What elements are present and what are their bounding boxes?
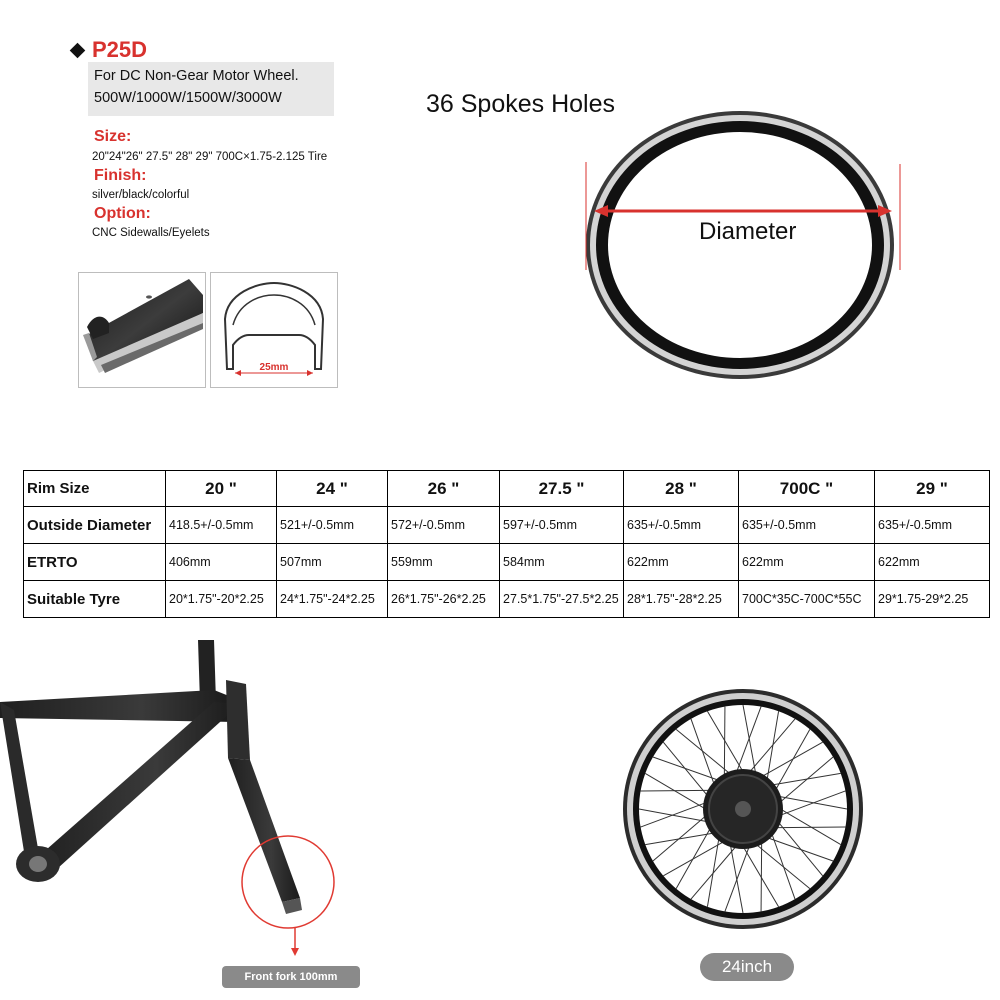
diamond-bullet-icon (70, 42, 86, 58)
cross-section-icon (211, 273, 337, 387)
finish-label: Finish: (94, 167, 147, 184)
table-cell: 597+/-0.5mm (500, 507, 624, 544)
table-cell: 29*1.75-29*2.25 (875, 581, 990, 618)
table-cell: 521+/-0.5mm (277, 507, 388, 544)
table-row-header: ETRTO (24, 544, 166, 581)
finish-value: silver/black/colorful (92, 189, 190, 201)
table-cell: 622mm (624, 544, 739, 581)
table-cell: 24*1.75"-24*2.25 (277, 581, 388, 618)
table-row (24, 581, 990, 618)
rim-size-table (23, 470, 990, 618)
table-column-header: 20 " (166, 471, 277, 507)
fork-caption: Front fork 100mm (222, 966, 360, 988)
table-cell: 635+/-0.5mm (624, 507, 739, 544)
table-cell: 406mm (166, 544, 277, 581)
table-row-header: Rim Size (24, 471, 166, 507)
table-cell: 559mm (388, 544, 500, 581)
table-cell: 507mm (277, 544, 388, 581)
size-label: Size: (94, 128, 132, 145)
description-line-1: For DC Non-Gear Motor Wheel. (94, 68, 299, 84)
table-cell: 26*1.75"-26*2.25 (388, 581, 500, 618)
table-cell: 418.5+/-0.5mm (166, 507, 277, 544)
table-cell: 572+/-0.5mm (388, 507, 500, 544)
table-column-header: 24 " (277, 471, 388, 507)
table-cell: 700C*35C-700C*55C (739, 581, 875, 618)
model-name: P25D (92, 37, 148, 62)
table-row-header: Suitable Tyre (24, 581, 166, 618)
table-cell: 584mm (500, 544, 624, 581)
table-cell: 635+/-0.5mm (875, 507, 990, 544)
spokes-holes-label: 36 Spokes Holes (426, 90, 616, 118)
wheel-caption: 24inch (700, 953, 794, 981)
table-column-header: 700C " (739, 471, 875, 507)
table-cell: 622mm (739, 544, 875, 581)
table-row (24, 544, 990, 581)
table-cell: 28*1.75"-28*2.25 (624, 581, 739, 618)
description-line-2: 500W/1000W/1500W/3000W (94, 90, 282, 106)
diameter-label: Diameter (699, 218, 797, 245)
table-row (24, 507, 990, 544)
table-column-header: 27.5 " (500, 471, 624, 507)
option-value: CNC Sidewalls/Eyelets (92, 227, 210, 239)
model-title (72, 36, 147, 64)
table-column-header: 28 " (624, 471, 739, 507)
table-cell: 20*1.75"-20*2.25 (166, 581, 277, 618)
option-label: Option: (94, 205, 151, 222)
size-value: 20"24"26" 27.5" 28" 29" 700C×1.75-2.125 Tire (92, 151, 328, 163)
rim-section-image (79, 273, 205, 387)
table-row-header: Outside Diameter (24, 507, 166, 544)
motor-wheel-image (618, 684, 868, 934)
rim-cross-section-drawing (210, 272, 338, 388)
table-cell: 635+/-0.5mm (739, 507, 875, 544)
description-box (88, 62, 334, 116)
profile-width-label: 25mm (259, 362, 289, 373)
table-column-header: 26 " (388, 471, 500, 507)
table-cell: 27.5*1.75"-27.5*2.25 (500, 581, 624, 618)
table-column-header: 29 " (875, 471, 990, 507)
rim-profile-photo (78, 272, 206, 388)
table-cell: 622mm (875, 544, 990, 581)
table-header-row (24, 471, 990, 507)
bike-frame-image (0, 640, 410, 990)
